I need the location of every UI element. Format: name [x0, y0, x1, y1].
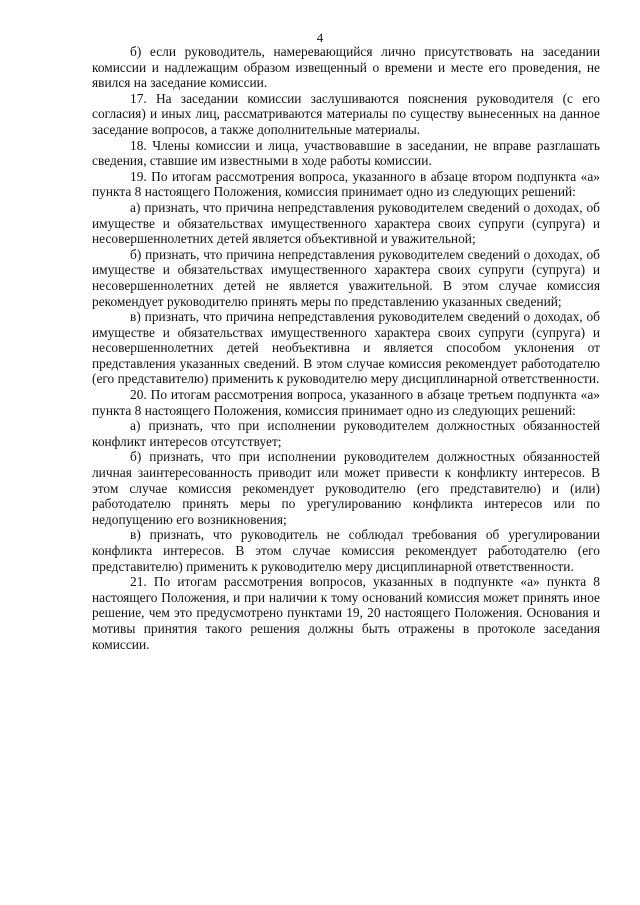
paragraph-20: 20. По итогам рассмотрения вопроса, указанного в абзаце третьем подпункта «а» пункта 8 настоящего Положения, комиссия принимает одно из следующих решений: [92, 387, 600, 418]
paragraph-16b: б) если руководитель, намеревающийся лично присутствовать на заседании комиссии и надлежащим образом извещенный о времени и месте его проведения, не явился на заседание комиссии. [92, 44, 600, 91]
paragraph-19a: а) признать, что причина непредставления руководителем сведений о доходах, об имуществе и обязательствах имущественного характера своих супруги (супруга) и несовершеннолетних детей является объективной и уважительной; [92, 199, 600, 247]
paragraph-17: 17. На заседании комиссии заслушиваются пояснения руководителя (с его согласия) и иных лиц, рассматриваются материалы по существу вынесенных на данное заседание вопросов, а также дополнительные материалы. [92, 90, 600, 137]
document-body [92, 44, 600, 652]
page-number: 4 [316, 30, 324, 45]
paragraph-20c: в) признать, что руководитель не соблюдал требования об урегулировании конфликта интересов. В этом случае комиссия рекомендует работодателю (его представителю) применить к руководителю меру дисциплинарной ответственности. [92, 527, 600, 574]
paragraph-20b: б) признать, что при исполнении руководителем должностных обязанностей личная заинтересованность приводит или может привести к конфликту интересов. В этом случае комиссия рекомендует руководителю (его представителю) и (или) работодателю принять меры по урегулированию конфликта интересов или по недопущению его возникновения; [92, 449, 600, 527]
paragraph-20a: а) признать, что при исполнении руководителем должностных обязанностей конфликт интересов отсутствует; [92, 418, 600, 449]
paragraph-21: 21. По итогам рассмотрения вопросов, указанных в подпункте «а» пункта 8 настоящего Положения, и при наличии к тому оснований комиссия может принять иное решение, чем это предусмотрено пунктами 19, 20 настоящего Положения. Основания и мотивы принятия такого решения должны быть отражены в протоколе заседания комиссии. [92, 574, 600, 652]
paragraph-19c: в) признать, что причина непредставления руководителем сведений о доходах, об имуществе и обязательствах имущественного характера своих супруги (супруга) и несовершеннолетних детей необъективна и является способом уклонения от представления указанных сведений. В этом случае комиссия рекомендует работодателю (его представителю) применить к руководителю меру дисциплинарной ответственности. [92, 309, 600, 387]
paragraph-19: 19. По итогам рассмотрения вопроса, указанного в абзаце втором подпункта «а» пункта 8 настоящего Положения, комиссия принимает одно из следующих решений: [92, 168, 600, 200]
paragraph-18: 18. Члены комиссии и лица, участвовавшие в заседании, не вправе разглашать сведения, ставшие им известными в ходе работы комиссии. [92, 137, 600, 169]
paragraph-19b: б) признать, что причина непредставления руководителем сведений о доходах, об имуществе и обязательствах имущественного характера своих супруги (супруга) и несовершеннолетних детей не является уважительной. В этом случае комиссия рекомендует руководителю принять меры по представлению указанных сведений; [92, 246, 600, 309]
